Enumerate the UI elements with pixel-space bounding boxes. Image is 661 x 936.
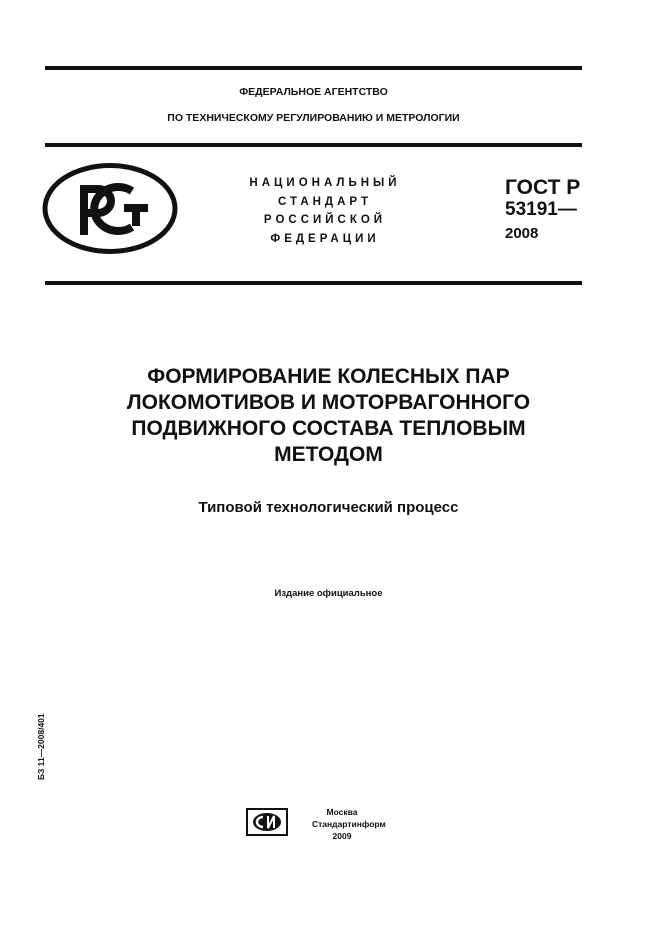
gost-year: 2008 [505, 225, 539, 242]
title-line-3: ПОДВИЖНОГО СОСТАВА ТЕПЛОВЫМ [131, 417, 526, 440]
agency-rule [45, 143, 582, 147]
gost-prefix: ГОСТ Р [505, 176, 581, 199]
title-line-2: ЛОКОМОТИВОВ И МОТОРВАГОННОГО [126, 391, 531, 414]
edition-label: Издание официальное [274, 588, 383, 599]
national-standard-line-1: НАЦИОНАЛЬНЫЙ [249, 177, 401, 189]
title-line-4: МЕТОДОМ [274, 443, 383, 466]
side-code: БЗ 11—2008/401 [36, 713, 46, 780]
top-rule [45, 66, 582, 70]
publisher-city: Москва [326, 807, 358, 817]
national-standard-line-2: СТАНДАРТ [278, 195, 372, 208]
gost-number: 53191— [505, 199, 577, 220]
header-rule [45, 281, 582, 285]
publisher-name: Стандартинформ [312, 819, 386, 829]
publisher-year: 2009 [332, 831, 352, 841]
subtitle: Типовой технологический процесс [198, 499, 459, 516]
standartinform-logo-icon [246, 808, 288, 836]
agency-line-1: ФЕДЕРАЛЬНОЕ АГЕНТСТВО [239, 86, 388, 98]
title-line-1: ФОРМИРОВАНИЕ КОЛЕСНЫХ ПАР [147, 365, 510, 388]
rst-logo-icon [42, 163, 178, 254]
national-standard-line-4: ФЕДЕРАЦИИ [270, 232, 380, 245]
agency-line-2: ПО ТЕХНИЧЕСКОМУ РЕГУЛИРОВАНИЮ И МЕТРОЛОГИИ [167, 112, 460, 124]
national-standard-line-3: РОССИЙСКОЙ [263, 214, 387, 226]
